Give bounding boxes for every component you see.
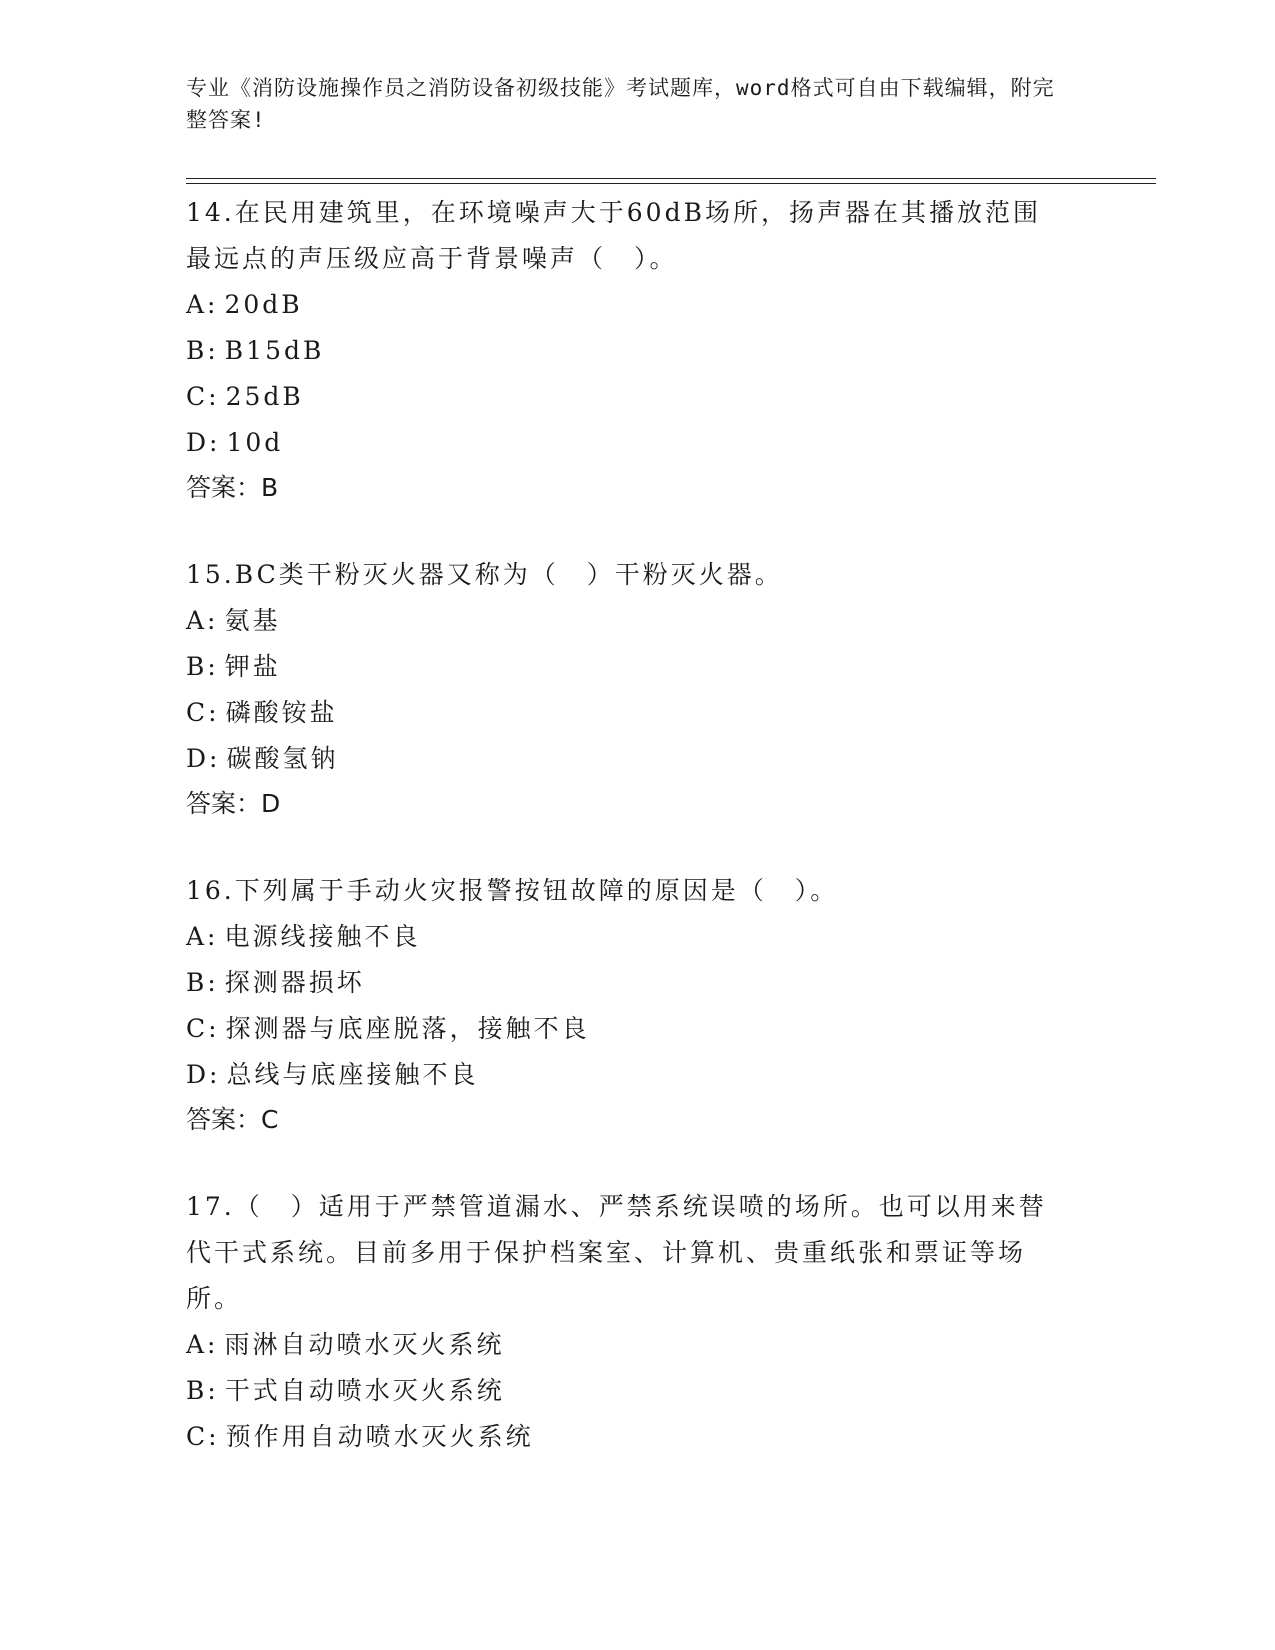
option-d [186, 420, 1066, 466]
answer-line: 答案：B [186, 473, 279, 502]
option-text: 10d [226, 428, 284, 457]
question-stem: 16.下列属于手动火灾报警按钮故障的原因是（ ）。 [186, 876, 839, 905]
option-b [186, 960, 1066, 1006]
option-b [186, 328, 1066, 374]
option-text: 干式自动喷水灭火系统 [224, 1376, 505, 1405]
option-a [186, 1322, 1066, 1368]
option-letter: B: [186, 1376, 219, 1405]
option-letter: A: [186, 606, 219, 635]
option-letter: A: [186, 1330, 219, 1359]
answer-line: 答案：C [186, 1105, 279, 1134]
option-letter: C: [186, 1422, 220, 1451]
answer-line: 答案：D [186, 789, 281, 818]
option-d [186, 736, 1066, 782]
option-text: 磷酸铵盐 [225, 698, 338, 727]
header-divider-bottom [186, 183, 1156, 184]
option-b [186, 1368, 1066, 1414]
option-letter: D: [186, 1060, 221, 1089]
option-text: 25dB [225, 382, 304, 411]
option-text: 预作用自动喷水灭火系统 [225, 1422, 534, 1451]
option-text: 20dB [224, 290, 303, 319]
option-c [186, 374, 1066, 420]
option-letter: D: [186, 744, 221, 773]
option-text: 探测器与底座脱落，接触不良 [225, 1014, 590, 1043]
option-text: B15dB [224, 336, 325, 365]
option-letter: A: [186, 922, 219, 951]
option-letter: D: [186, 428, 221, 457]
question-16 [186, 868, 1066, 1142]
option-letter: C: [186, 698, 220, 727]
option-text: 雨淋自动喷水灭火系统 [224, 1330, 505, 1359]
option-text: 总线与底座接触不良 [226, 1060, 479, 1089]
option-text: 钾盐 [224, 652, 281, 681]
question-14 [186, 190, 1066, 510]
option-d [186, 1052, 1066, 1098]
option-letter: C: [186, 382, 220, 411]
question-stem: 14.在民用建筑里，在环境噪声大于60dB场所，扬声器在其播放范围最远点的声压级应高于背景噪声（ ）。 [186, 198, 1041, 273]
option-letter: B: [186, 968, 219, 997]
question-list [186, 190, 1066, 1502]
option-a [186, 282, 1066, 328]
option-c [186, 1006, 1066, 1052]
option-letter: B: [186, 336, 219, 365]
option-text: 氨基 [224, 606, 281, 635]
option-a [186, 598, 1066, 644]
option-a [186, 914, 1066, 960]
option-b [186, 644, 1066, 690]
option-c [186, 690, 1066, 736]
option-letter: C: [186, 1014, 220, 1043]
question-stem: 15.BC类干粉灭火器又称为（ ）干粉灭火器。 [186, 560, 783, 589]
option-letter: B: [186, 652, 219, 681]
header-divider-top [186, 178, 1156, 179]
option-text: 探测器损坏 [224, 968, 365, 997]
option-text: 碳酸氢钠 [226, 744, 339, 773]
question-15 [186, 552, 1066, 826]
option-text: 电源线接触不良 [224, 922, 421, 951]
question-stem: 17.（ ）适用于严禁管道漏水、严禁系统误喷的场所。也可以用来替代干式系统。目前多用于保护档案室、计算机、贵重纸张和票证等场所。 [186, 1192, 1047, 1313]
option-letter: A: [186, 290, 219, 319]
document-header: 专业《消防设施操作员之消防设备初级技能》考试题库，word格式可自由下载编辑，附完整答案! [186, 76, 1055, 132]
question-17 [186, 1184, 1066, 1460]
option-c [186, 1414, 1066, 1460]
